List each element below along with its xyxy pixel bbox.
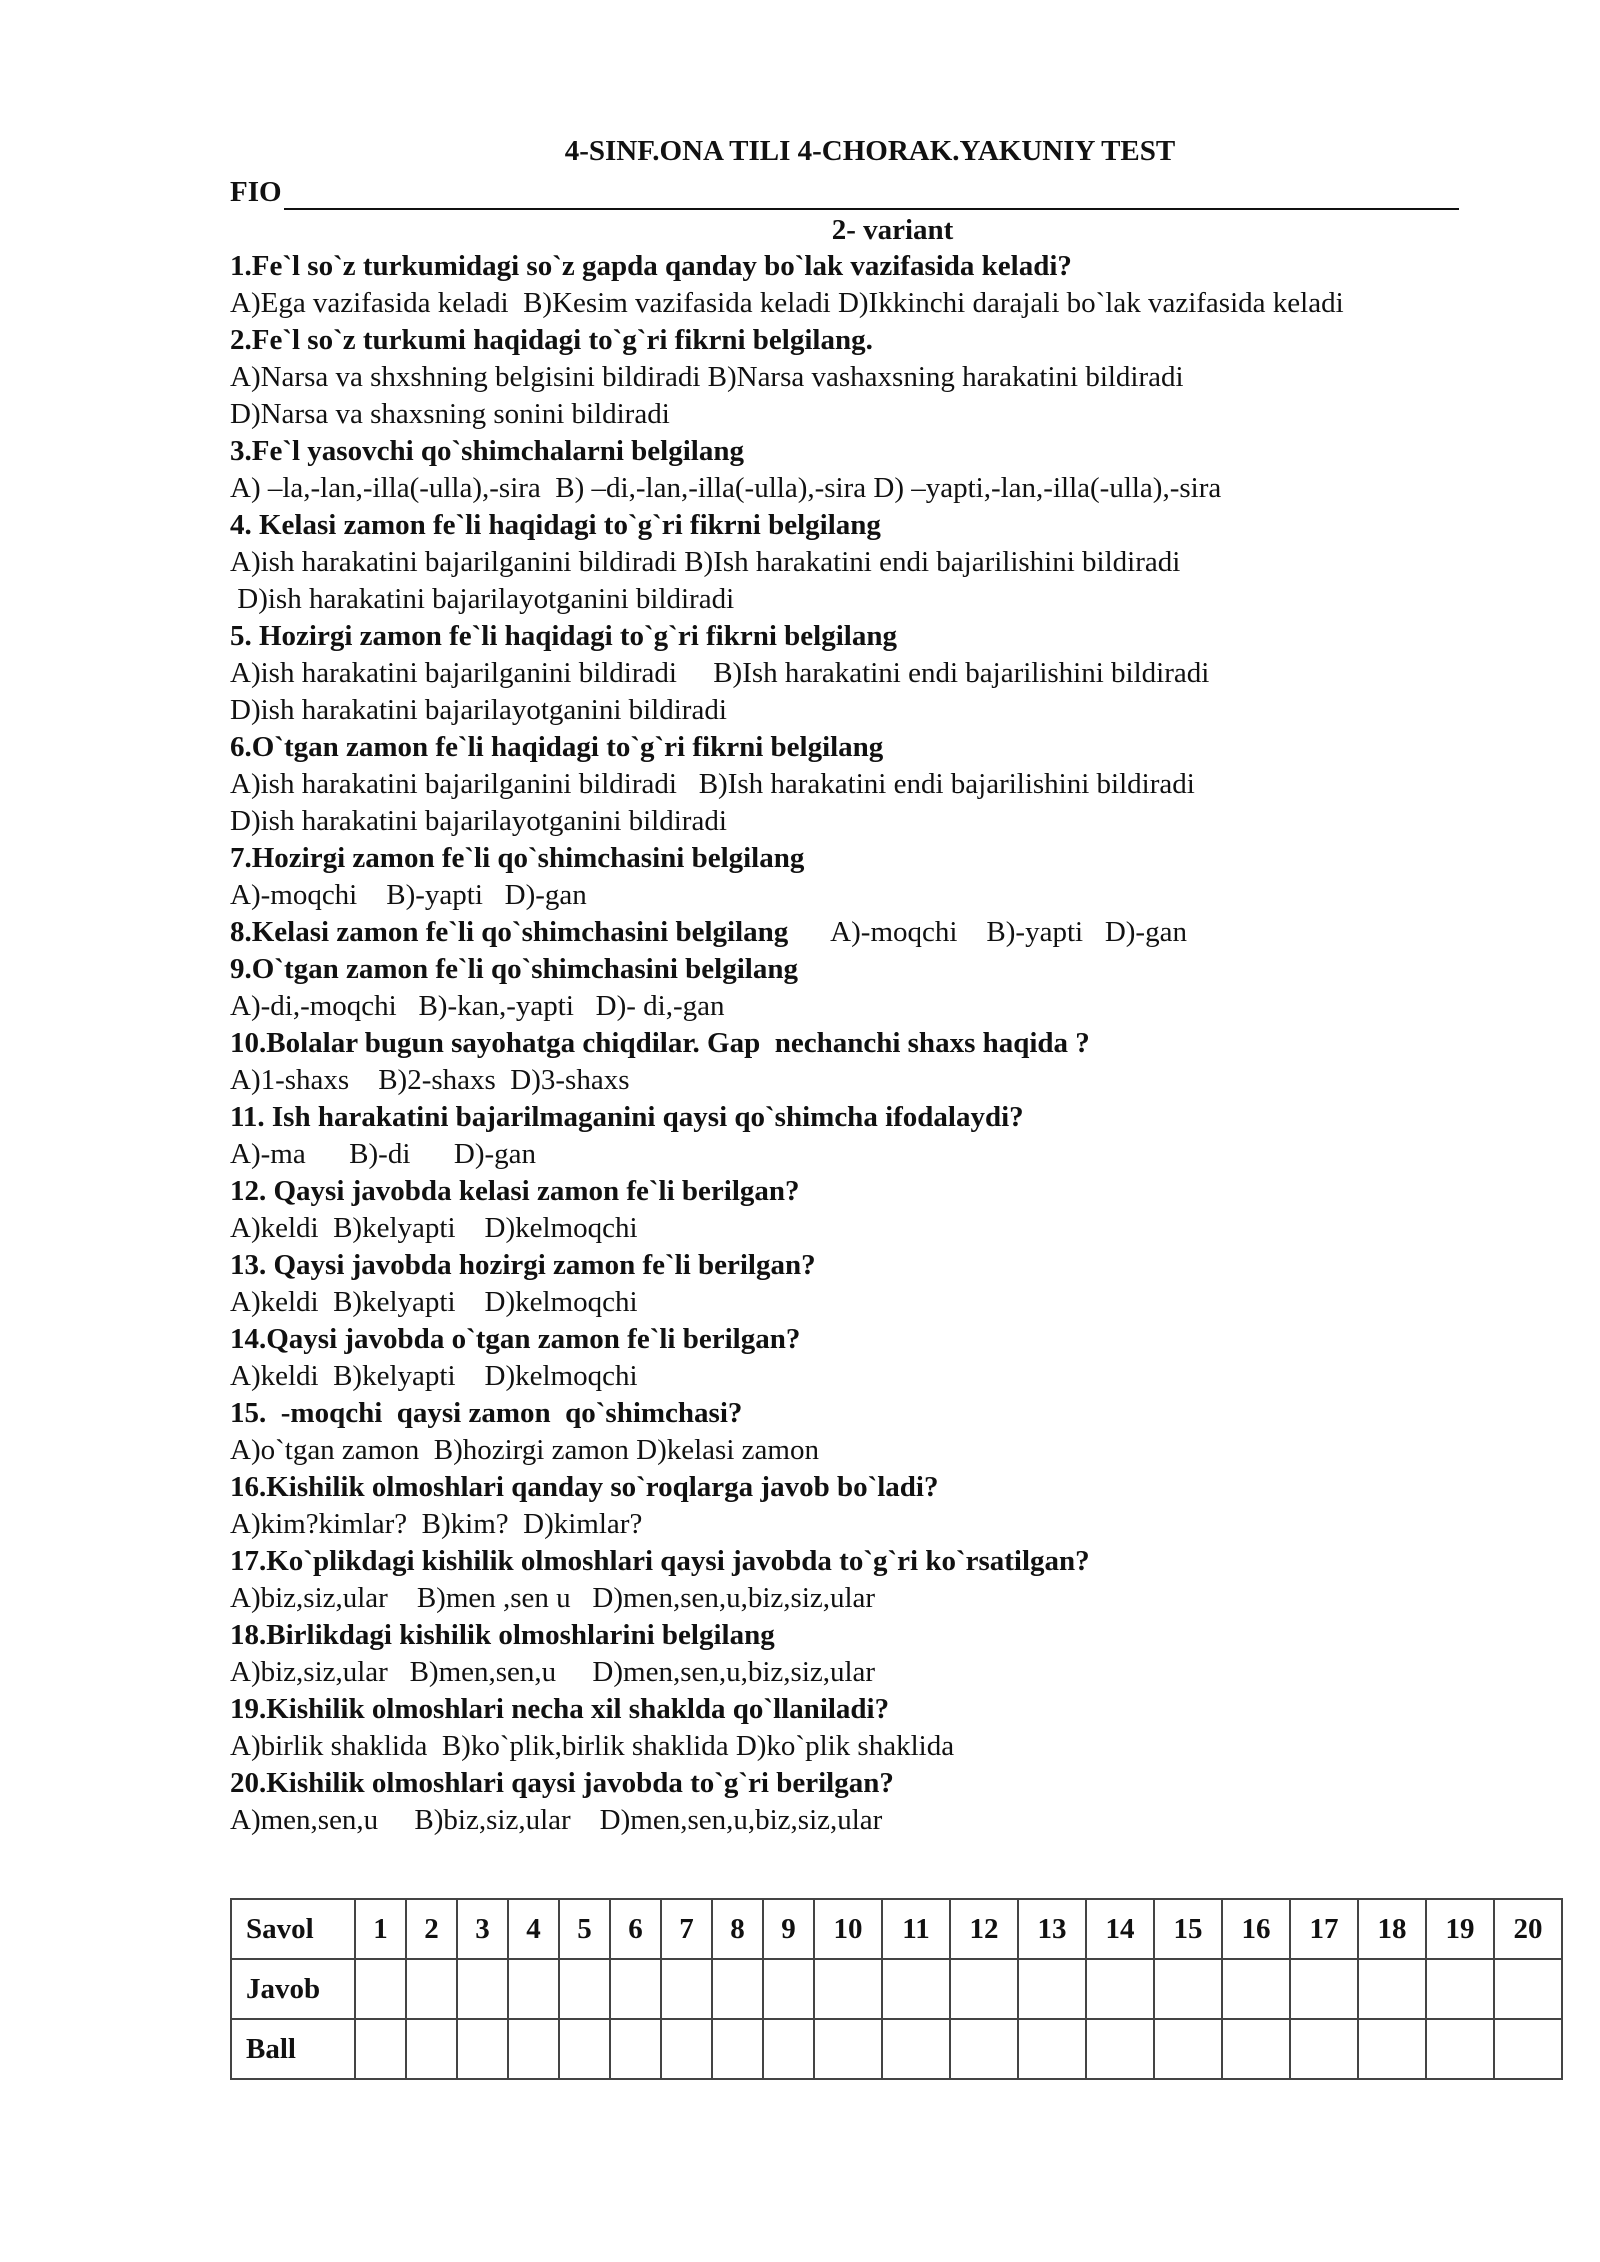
fio-underline bbox=[284, 184, 1459, 210]
question-text: 4. Kelasi zamon fe`li haqidagi to`g`ri fikrni belgilang bbox=[230, 509, 881, 541]
test-sheet bbox=[230, 128, 1480, 1839]
answer-options: A)men,sen,u B)biz,siz,ular D)men,sen,u,biz,siz,ular bbox=[230, 1804, 883, 1836]
answer-cell[interactable] bbox=[1018, 2019, 1086, 2079]
answer-cell[interactable] bbox=[610, 2019, 661, 2079]
answer-cell[interactable] bbox=[1426, 2019, 1494, 2079]
page-title: 4-SINF.ONA TILI 4-CHORAK.YAKUNIY TEST bbox=[564, 135, 1176, 167]
answer-options: A)keldi B)kelyapti D)kelmoqchi bbox=[230, 1212, 638, 1244]
question-text: 9.O`tgan zamon fe`li qo`shimchasini belgilang bbox=[230, 953, 798, 985]
question-number-cell: 15 bbox=[1154, 1899, 1222, 1959]
answer-cell[interactable] bbox=[1018, 1959, 1086, 2019]
answer-cell[interactable] bbox=[1426, 1959, 1494, 2019]
question-number-cell: 6 bbox=[610, 1899, 661, 1959]
row-label: Javob bbox=[231, 1959, 355, 2019]
variant-label: 2- variant bbox=[831, 214, 954, 246]
answer-options: A)1-shaxs B)2-shaxs D)3-shaxs bbox=[230, 1064, 630, 1096]
answer-options: A)biz,siz,ular B)men ,sen u D)men,sen,u,biz,siz,ular bbox=[230, 1582, 876, 1614]
question-number-cell: 13 bbox=[1018, 1899, 1086, 1959]
answer-options: A)kim?kimlar? B)kim? D)kimlar? bbox=[230, 1508, 643, 1540]
question-number-cell: 14 bbox=[1086, 1899, 1154, 1959]
question-text: 11. Ish harakatini bajarilmaganini qaysi qo`shimcha ifodalaydi? bbox=[230, 1101, 1024, 1133]
answer-cell[interactable] bbox=[1154, 2019, 1222, 2079]
question-text: 16.Kishilik olmoshlari qanday so`roqlarga javob bo`ladi? bbox=[230, 1471, 939, 1503]
row-label: Ball bbox=[231, 2019, 355, 2079]
question-text: 18.Birlikdagi kishilik olmoshlarini belgilang bbox=[230, 1619, 775, 1651]
answer-cell[interactable] bbox=[814, 2019, 882, 2079]
question-text: 1.Fe`l so`z turkumidagi so`z gapda qanday bo`lak vazifasida keladi? bbox=[230, 250, 1072, 282]
answer-cell[interactable] bbox=[950, 2019, 1018, 2079]
question-number-cell: 17 bbox=[1290, 1899, 1358, 1959]
answer-cell[interactable] bbox=[763, 1959, 814, 2019]
question-number-cell: 19 bbox=[1426, 1899, 1494, 1959]
question-list bbox=[230, 248, 1480, 1839]
question-text: 3.Fe`l yasovchi qo`shimchalarni belgilang bbox=[230, 435, 744, 467]
question-number-cell: 11 bbox=[882, 1899, 950, 1959]
question-number-cell: 16 bbox=[1222, 1899, 1290, 1959]
question-number-cell: 9 bbox=[763, 1899, 814, 1959]
question-number-cell: 12 bbox=[950, 1899, 1018, 1959]
answer-options: A)Ega vazifasida keladi B)Kesim vazifasida keladi D)Ikkinchi darajali bo`lak vazifasida keladi bbox=[230, 287, 1344, 319]
question-number-cell: 3 bbox=[457, 1899, 508, 1959]
answer-cell[interactable] bbox=[559, 2019, 610, 2079]
answer-cell[interactable] bbox=[1154, 1959, 1222, 2019]
answer-cell[interactable] bbox=[406, 1959, 457, 2019]
answer-cell[interactable] bbox=[1290, 2019, 1358, 2079]
answer-table bbox=[230, 1898, 1563, 2080]
answer-options: D)ish harakatini bajarilayotganini bildiradi bbox=[230, 694, 727, 726]
answer-cell[interactable] bbox=[712, 1959, 763, 2019]
question-number-cell: 8 bbox=[712, 1899, 763, 1959]
answer-cell[interactable] bbox=[814, 1959, 882, 2019]
answer-cell[interactable] bbox=[1494, 1959, 1562, 2019]
answer-cell[interactable] bbox=[355, 1959, 406, 2019]
answer-cell[interactable] bbox=[882, 1959, 950, 2019]
answer-cell[interactable] bbox=[508, 2019, 559, 2079]
answer-options: A)o`tgan zamon B)hozirgi zamon D)kelasi zamon bbox=[230, 1434, 819, 1466]
answer-options: A)keldi B)kelyapti D)kelmoqchi bbox=[230, 1286, 638, 1318]
answer-options: D)Narsa va shaxsning sonini bildiradi bbox=[230, 398, 670, 430]
question-text: 2.Fe`l so`z turkumi haqidagi to`g`ri fikrni belgilang. bbox=[230, 324, 873, 356]
answer-options: A) –la,-lan,-illa(-ulla),-sira B) –di,-lan,-illa(-ulla),-sira D) –yapti,-lan,-illa(-ulla),-sira bbox=[230, 472, 1222, 504]
answer-cell[interactable] bbox=[559, 1959, 610, 2019]
table-row bbox=[231, 2019, 1562, 2079]
answer-cell[interactable] bbox=[508, 1959, 559, 2019]
answer-options: A)ish harakatini bajarilganini bildiradi B)Ish harakatini endi bajarilishini bildiradi bbox=[230, 657, 1210, 689]
answer-options: A)Narsa va shxshning belgisini bildiradi B)Narsa vashaxsning harakatini bildiradi bbox=[230, 361, 1184, 393]
table-row bbox=[231, 1899, 1562, 1959]
question-number-cell: 5 bbox=[559, 1899, 610, 1959]
answer-cell[interactable] bbox=[1358, 1959, 1426, 2019]
answer-cell[interactable] bbox=[882, 2019, 950, 2079]
answer-options: A)-ma B)-di D)-gan bbox=[230, 1138, 537, 1170]
answer-cell[interactable] bbox=[406, 2019, 457, 2079]
question-text: 6.O`tgan zamon fe`li haqidagi to`g`ri fikrni belgilang bbox=[230, 731, 884, 763]
question-text: 13. Qaysi javobda hozirgi zamon fe`li berilgan? bbox=[230, 1249, 816, 1281]
answer-options: A)biz,siz,ular B)men,sen,u D)men,sen,u,biz,siz,ular bbox=[230, 1656, 876, 1688]
answer-options: A)-moqchi B)-yapti D)-gan bbox=[788, 916, 1187, 948]
answer-cell[interactable] bbox=[661, 2019, 712, 2079]
row-label: Savol bbox=[231, 1899, 355, 1959]
question-number-cell: 20 bbox=[1494, 1899, 1562, 1959]
question-text: 7.Hozirgi zamon fe`li qo`shimchasini belgilang bbox=[230, 842, 805, 874]
question-text: 20.Kishilik olmoshlari qaysi javobda to`g`ri berilgan? bbox=[230, 1767, 894, 1799]
question-number-cell: 1 bbox=[355, 1899, 406, 1959]
question-text: 19.Kishilik olmoshlari necha xil shaklda qo`llaniladi? bbox=[230, 1693, 890, 1725]
question-text: 5. Hozirgi zamon fe`li haqidagi to`g`ri fikrni belgilang bbox=[230, 620, 897, 652]
answer-cell[interactable] bbox=[712, 2019, 763, 2079]
question-with-options bbox=[230, 914, 1480, 951]
question-text: 15. -moqchi qaysi zamon qo`shimchasi? bbox=[230, 1397, 743, 1429]
question-number-cell: 18 bbox=[1358, 1899, 1426, 1959]
answer-options: A)ish harakatini bajarilganini bildiradi B)Ish harakatini endi bajarilishini bildiradi bbox=[230, 768, 1195, 800]
answer-cell[interactable] bbox=[661, 1959, 712, 2019]
question-number-cell: 2 bbox=[406, 1899, 457, 1959]
answer-cell[interactable] bbox=[950, 1959, 1018, 2019]
answer-options: A)-moqchi B)-yapti D)-gan bbox=[230, 879, 587, 911]
question-text: 8.Kelasi zamon fe`li qo`shimchasini belgilang bbox=[230, 916, 789, 948]
answer-cell[interactable] bbox=[1290, 1959, 1358, 2019]
answer-options: D)ish harakatini bajarilayotganini bildiradi bbox=[230, 583, 735, 615]
question-text: 17.Ko`plikdagi kishilik olmoshlari qaysi javobda to`g`ri ko`rsatilgan? bbox=[230, 1545, 1090, 1577]
question-text: 14.Qaysi javobda o`tgan zamon fe`li berilgan? bbox=[230, 1323, 801, 1355]
answer-cell[interactable] bbox=[1222, 2019, 1290, 2079]
question-number-cell: 4 bbox=[508, 1899, 559, 1959]
question-number-cell: 10 bbox=[814, 1899, 882, 1959]
question-text: 10.Bolalar bugun sayohatga chiqdilar. Gap nechanchi shaxs haqida ? bbox=[230, 1027, 1090, 1059]
answer-options: A)-di,-moqchi B)-kan,-yapti D)- di,-gan bbox=[230, 990, 725, 1022]
table-row bbox=[231, 1959, 1562, 2019]
answer-cell[interactable] bbox=[763, 2019, 814, 2079]
answer-cell[interactable] bbox=[1222, 1959, 1290, 2019]
fio-field[interactable] bbox=[230, 174, 1480, 210]
fio-label: FIO bbox=[230, 176, 282, 208]
answer-cell[interactable] bbox=[610, 1959, 661, 2019]
question-text: 12. Qaysi javobda kelasi zamon fe`li berilgan? bbox=[230, 1175, 800, 1207]
answer-cell[interactable] bbox=[1086, 2019, 1154, 2079]
answer-options: A)birlik shaklida B)ko`plik,birlik shaklida D)ko`plik shaklida bbox=[230, 1730, 955, 1762]
answer-cell[interactable] bbox=[1358, 2019, 1426, 2079]
question-number-cell: 7 bbox=[661, 1899, 712, 1959]
answer-cell[interactable] bbox=[457, 2019, 508, 2079]
answer-cell[interactable] bbox=[1086, 1959, 1154, 2019]
answer-cell[interactable] bbox=[457, 1959, 508, 2019]
answer-cell[interactable] bbox=[1494, 2019, 1562, 2079]
answer-options: A)ish harakatini bajarilganini bildiradi B)Ish harakatini endi bajarilishini bildiradi bbox=[230, 546, 1181, 578]
answer-options: D)ish harakatini bajarilayotganini bildiradi bbox=[230, 805, 727, 837]
answer-options: A)keldi B)kelyapti D)kelmoqchi bbox=[230, 1360, 638, 1392]
answer-cell[interactable] bbox=[355, 2019, 406, 2079]
